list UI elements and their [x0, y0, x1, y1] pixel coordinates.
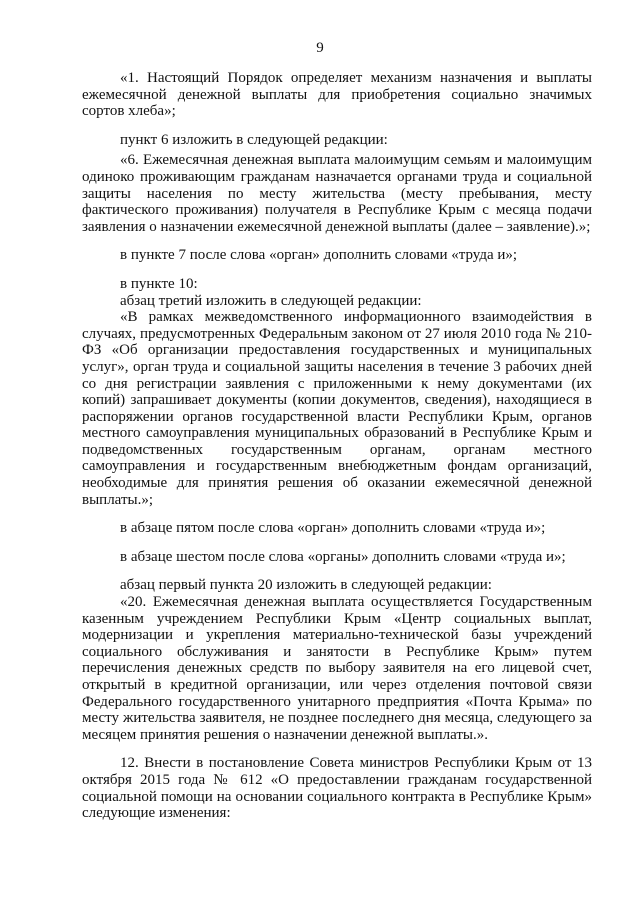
paragraph-item-6-intro: пункт 6 изложить в следующей редакции: [120, 131, 388, 148]
paragraph-abzac-6: в абзаце шестом после слова «органы» дополнить словами «труда и»; [120, 548, 566, 565]
page-number: 9 [316, 40, 324, 56]
paragraph-item-20-text: «20. Ежемесячная денежная выплата осуществляется Государственным казенным учреждением Республики Крым «Центр социальных выплат, модернизации и укрепления материально-технической базы учреждений социального обслуживания и занятости в Республике Крым» путем перечисления денежных средств по выбору заявителя на его лицевой счет, открытый в кредитной организации, или через отделения почтовой связи Федерального государственного унитарного предприятия «Почта Крыма» по месту жительства заявителя, не позднее последнего дня месяца, следующего за месяцем принятия решения о назначении денежной выплаты.». [82, 594, 592, 743]
paragraph-item-7: в пункте 7 после слова «орган» дополнить словами «труда и»; [120, 247, 518, 264]
paragraph-purpose: «1. Настоящий Порядок определяет механизм назначения и выплаты ежемесячной денежной выплаты для приобретения социально значимых сортов хлеба»; [82, 70, 592, 120]
paragraph-item-10-text: «В рамках межведомственного информационного взаимодействия в случаях, предусмотренных Федеральным законом от 27 июля 2010 года № 210-ФЗ «Об организации предоставления государственных и муниципальных услуг», орган труда и социальной защиты населения в течение 3 рабочих дней со дня регистрации заявления с приложенными к нему документами (их копий) запрашивает документы (копии документов, сведения), находящиеся в распоряжении органов государственной власти Республики Крым, органов местного самоуправления муниципальных образований в Республике Крым и подведомственных государственным органам, органам местного самоуправления и государственным внебюджетным фондам организаций, необходимые для принятия решения об оказании ежемесячной денежной выплаты.»; [82, 309, 592, 508]
paragraph-12: 12. Внести в постановление Совета министров Республики Крым от 13 октября 2015 года № 612 «О предоставлении гражданам государственной социальной помощи на основании социального контракта в Республике Крым» следующие изменения: [82, 755, 592, 822]
paragraph-item-20-intro: абзац первый пункта 20 изложить в следующей редакции: [120, 577, 492, 594]
paragraph-item-6-text: «6. Ежемесячная денежная выплата малоимущим семьям и малоимущим одиноко проживающим гражданам назначается органами труда и социальной защиты населения по месту жительства (месту пребывания, месту фактического проживания) получателя в Республике Крым с месяца подачи заявления о назначении ежемесячной денежной выплаты (далее – заявление).»; [82, 152, 592, 235]
document-body [82, 70, 592, 822]
paragraph-abzac-5: в абзаце пятом после слова «орган» дополнить словами «труда и»; [120, 520, 546, 537]
paragraph-item-10-abzac-3: абзац третий изложить в следующей редакции: [120, 292, 422, 309]
paragraph-item-10: в пункте 10: [120, 275, 198, 292]
